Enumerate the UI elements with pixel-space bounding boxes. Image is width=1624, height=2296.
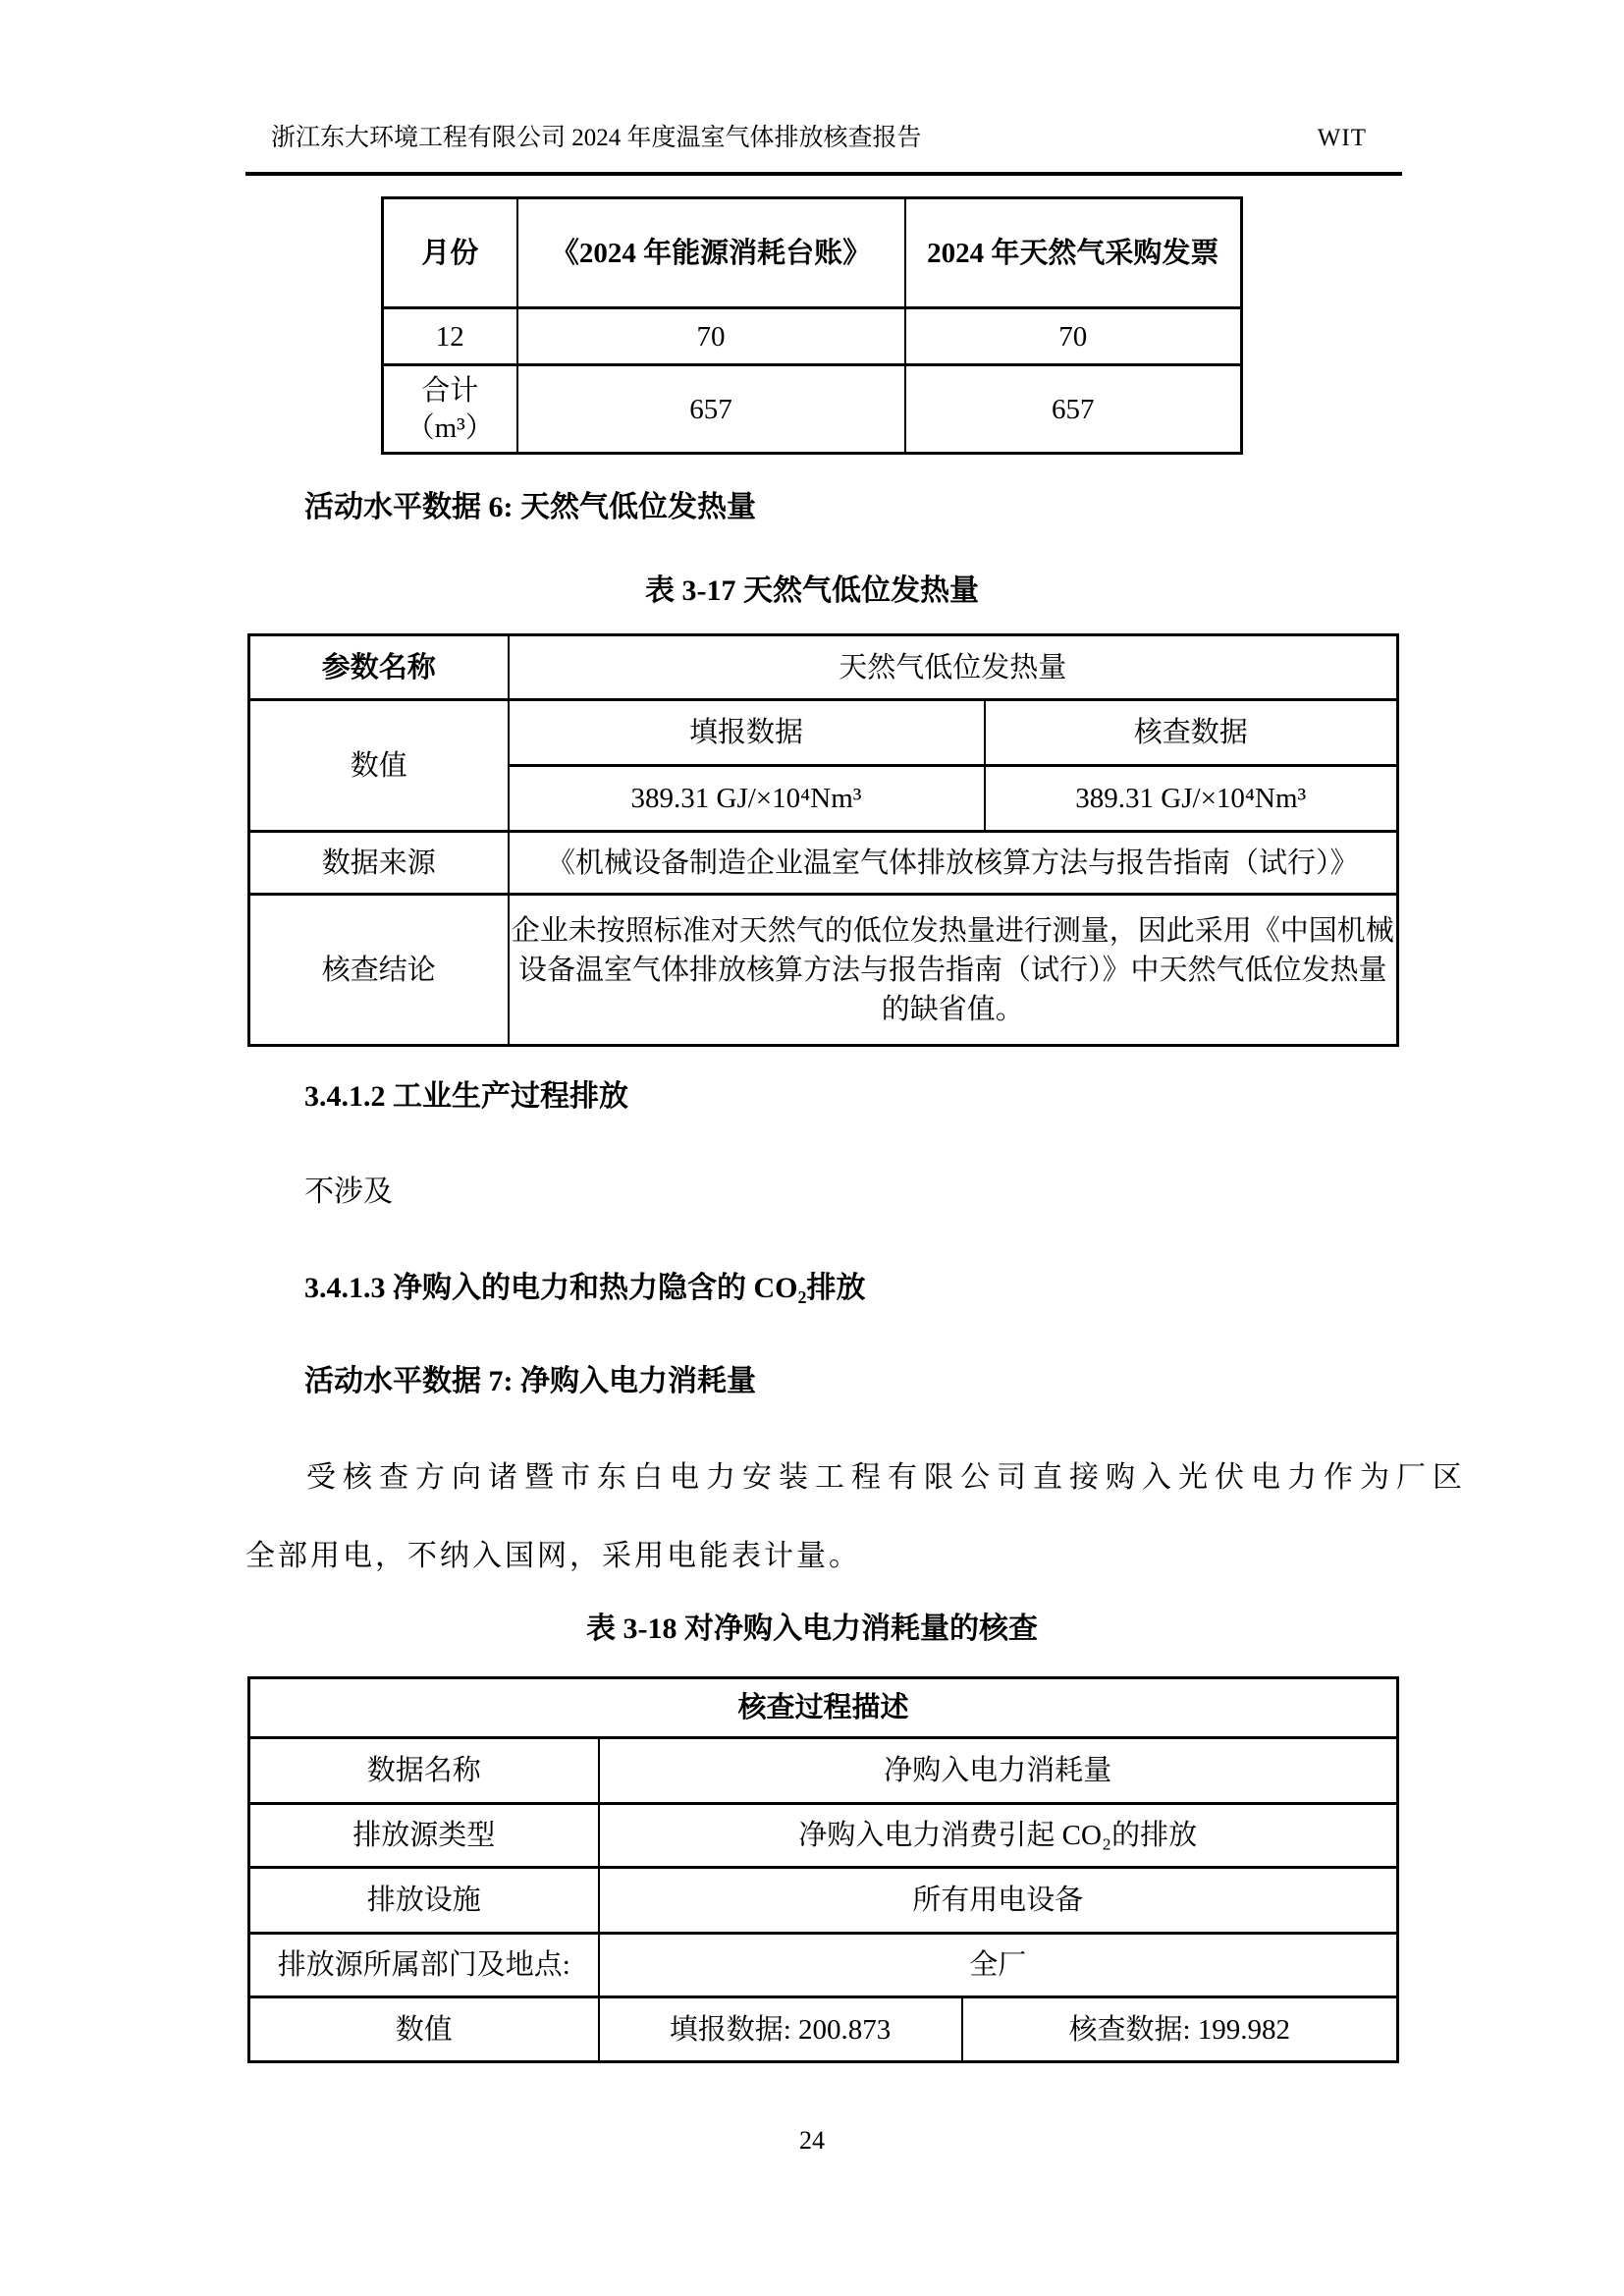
table-3-18-caption: 表 3-18 对净购入电力消耗量的核查 bbox=[586, 1613, 1038, 1645]
text-not-involved: 不涉及 bbox=[304, 1175, 393, 1208]
source-value: 《机械设备制造企业温室气体排放核算方法与报告指南（试行）》 bbox=[509, 832, 1398, 895]
verified-electricity-value: 核查数据: 199.982 bbox=[962, 1997, 1398, 2062]
table-total-row bbox=[383, 365, 1242, 454]
table-row bbox=[249, 1868, 1398, 1934]
param-label: 参数名称 bbox=[249, 635, 509, 700]
numeric-value-row bbox=[249, 1997, 1398, 2062]
cell-invoice-12: 70 bbox=[905, 308, 1242, 365]
header-rule bbox=[245, 172, 1402, 176]
heading-3-4-1-3: 3.4.1.3 净购入的电力和热力隐含的 CO₂排放 bbox=[304, 1272, 866, 1304]
total-label-line2: （m³） bbox=[406, 411, 494, 444]
col-ledger: 《2024 年能源消耗台账》 bbox=[517, 198, 905, 308]
cell-month-12: 12 bbox=[383, 308, 517, 365]
process-header-row bbox=[249, 1678, 1398, 1738]
heading-3-4-1-2: 3.4.1.2 工业生产过程排放 bbox=[304, 1080, 628, 1113]
col-month: 月份 bbox=[383, 198, 517, 308]
table-row bbox=[249, 1738, 1398, 1804]
emission-source-type-value: 净购入电力消费引起 CO₂的排放 bbox=[599, 1804, 1398, 1868]
page-number: 24 bbox=[799, 2126, 825, 2155]
paragraph-line-1: 受核查方向诸暨市东白电力安装工程有限公司直接购入光伏电力作为厂区 bbox=[306, 1461, 1469, 1494]
table-3-17-caption: 表 3-17 天然气低位发热量 bbox=[645, 574, 979, 607]
conclusion-value: 企业未按照标准对天然气的低位发热量进行测量，因此采用《中国机械设备温室气体排放核算方法与报告指南（试行）》中天然气低位发热量的缺省值。 bbox=[509, 895, 1398, 1046]
total-label-line1: 合计 bbox=[421, 374, 479, 407]
paragraph-line-2: 全部用电，不纳入国网，采用电能表计量。 bbox=[245, 1540, 861, 1572]
cell-total-label bbox=[383, 365, 517, 454]
verified-value: 389.31 GJ/×10⁴Nm³ bbox=[985, 766, 1398, 832]
cell-total-invoice: 657 bbox=[905, 365, 1242, 454]
reported-value: 389.31 GJ/×10⁴Nm³ bbox=[509, 766, 985, 832]
monthly-gas-table bbox=[381, 196, 1243, 455]
value-label: 数值 bbox=[249, 700, 509, 832]
emission-facility-value: 所有用电设备 bbox=[599, 1868, 1398, 1934]
cell-ledger-12: 70 bbox=[517, 308, 905, 365]
department-location-value: 全厂 bbox=[599, 1934, 1398, 1997]
conclusion-label: 核查结论 bbox=[249, 895, 509, 1046]
emission-facility-label: 排放设施 bbox=[249, 1868, 599, 1934]
table-row bbox=[383, 308, 1242, 365]
emission-source-type-label: 排放源类型 bbox=[249, 1804, 599, 1868]
heading-activity-data-6: 活动水平数据 6: 天然气低位发热量 bbox=[304, 491, 756, 523]
source-row bbox=[249, 832, 1398, 895]
table-3-18 bbox=[247, 1676, 1399, 2063]
cell-total-ledger: 657 bbox=[517, 365, 905, 454]
header-mark: WIT bbox=[1317, 125, 1367, 151]
table-header-row bbox=[383, 198, 1242, 308]
conclusion-row bbox=[249, 895, 1398, 1046]
reported-label: 填报数据 bbox=[509, 700, 985, 766]
source-label: 数据来源 bbox=[249, 832, 509, 895]
numeric-value-label: 数值 bbox=[249, 1997, 599, 2062]
value-header-row bbox=[249, 700, 1398, 766]
table-row bbox=[249, 1934, 1398, 1997]
reported-electricity-value: 填报数据: 200.873 bbox=[599, 1997, 962, 2062]
param-value: 天然气低位发热量 bbox=[509, 635, 1398, 700]
data-name-value: 净购入电力消耗量 bbox=[599, 1738, 1398, 1804]
department-location-label: 排放源所属部门及地点: bbox=[249, 1934, 599, 1997]
data-name-label: 数据名称 bbox=[249, 1738, 599, 1804]
table-row bbox=[249, 1804, 1398, 1868]
table-3-17 bbox=[247, 633, 1399, 1047]
process-header: 核查过程描述 bbox=[249, 1678, 1398, 1738]
col-invoice: 2024 年天然气采购发票 bbox=[905, 198, 1242, 308]
heading-activity-data-7: 活动水平数据 7: 净购入电力消耗量 bbox=[304, 1365, 756, 1397]
header-title: 浙江东大环境工程有限公司 2024 年度温室气体排放核查报告 bbox=[271, 125, 922, 151]
param-row bbox=[249, 635, 1398, 700]
page-header bbox=[245, 124, 1402, 167]
verified-label: 核查数据 bbox=[985, 700, 1398, 766]
